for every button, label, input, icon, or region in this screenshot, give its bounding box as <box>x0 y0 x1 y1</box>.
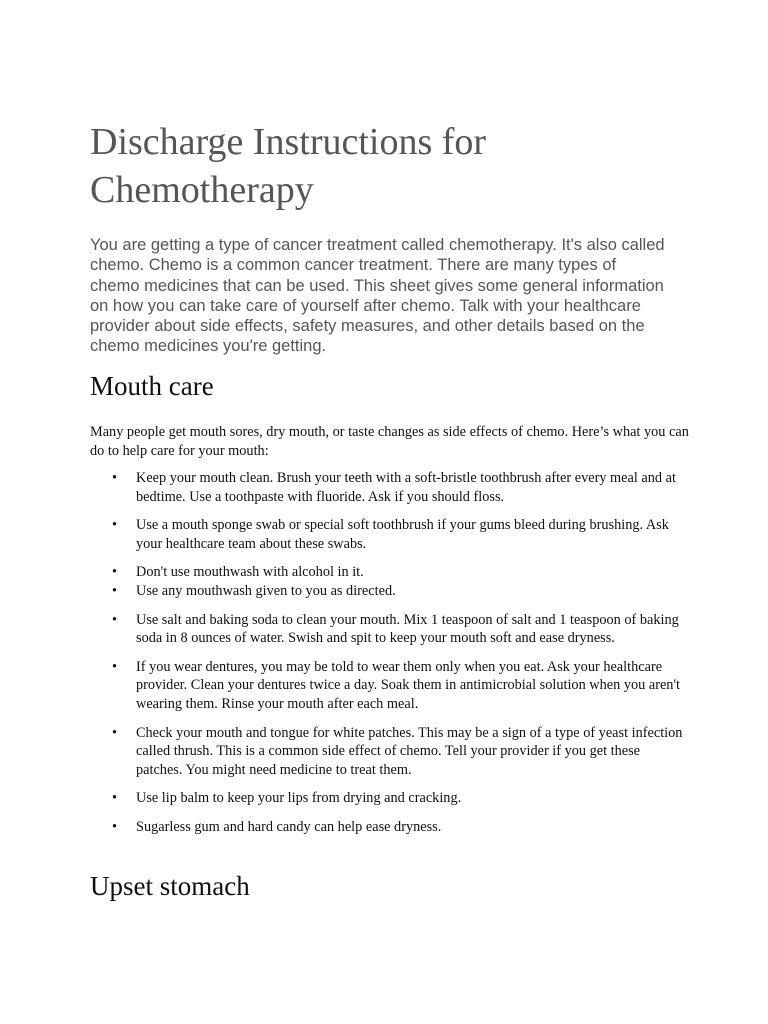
section-heading-upset-stomach: Upset stomach <box>90 871 250 901</box>
list-item <box>90 658 690 714</box>
list-item-text: Use a mouth sponge swab or special soft toothbrush if your gums bleed during brushing. Ask your healthcare team about these swabs. <box>136 517 669 552</box>
list-item <box>90 724 690 780</box>
bullet-icon: • <box>112 564 118 581</box>
bullet-icon: • <box>112 611 118 628</box>
list-item <box>90 516 690 553</box>
list-item <box>90 582 690 601</box>
mouth-care-list <box>90 469 690 847</box>
bullet-icon: • <box>112 724 118 741</box>
list-item-text: Keep your mouth clean. Brush your teeth with a soft-bristle toothbrush after every meal and at bedtime. Use a toothpaste with fluoride. Ask if you should floss. <box>136 470 676 505</box>
page-title: Discharge Instructions for Chemotherapy <box>90 121 487 211</box>
list-item-text: If you wear dentures, you may be told to wear them only when you eat. Ask your healthcare provider. Clean your dentures twice a day. Soak them in antimicrobial solution when you aren't wearing them. Rinse your mouth after each meal. <box>136 658 681 712</box>
list-item-text: Check your mouth and tongue for white patches. This may be a sign of a type of yeast infection called thrush. This is a common side effect of chemo. Tell your provider if you get these patches. You might need medicine to treat them. <box>136 724 683 778</box>
list-item-text: Sugarless gum and hard candy can help ease dryness. <box>136 818 442 835</box>
list-item-text: Use any mouthwash given to you as directed. <box>136 582 396 599</box>
list-item <box>90 611 690 648</box>
bullet-icon: • <box>112 658 118 675</box>
list-item-text: Use lip balm to keep your lips from drying and cracking. <box>136 790 462 807</box>
bullet-icon: • <box>112 818 118 835</box>
mouth-care-lead-paragraph: Many people get mouth sores, dry mouth, or taste changes as side effects of chemo. Here’s what you can do to help care for your mouth: <box>90 424 689 459</box>
list-item <box>90 818 690 837</box>
section-heading-mouth-care: Mouth care <box>90 371 214 401</box>
bullet-icon: • <box>112 790 118 807</box>
list-item <box>90 563 690 582</box>
list-item-text: Don't use mouthwash with alcohol in it. <box>136 564 364 581</box>
list-item <box>90 469 690 506</box>
list-item-text: Use salt and baking soda to clean your mouth. Mix 1 teaspoon of salt and 1 teaspoon of baking soda in 8 ounces of water. Swish and spit to keep your mouth soft and ease dryness. <box>136 611 679 647</box>
bullet-icon: • <box>112 517 118 534</box>
bullet-icon: • <box>112 470 118 486</box>
intro-paragraph: You are getting a type of cancer treatment called chemotherapy. It's also called chemo. Chemo is a common cancer treatment. There are many types of chemo medicines that can be used. This sheet gives some general information on how you can take care of yourself after chemo. Talk with your healthcare provider about side effects, safety measures, and other details based on the chemo medicines you're getting. <box>90 236 665 356</box>
bullet-icon: • <box>112 582 118 599</box>
list-item <box>90 789 690 808</box>
